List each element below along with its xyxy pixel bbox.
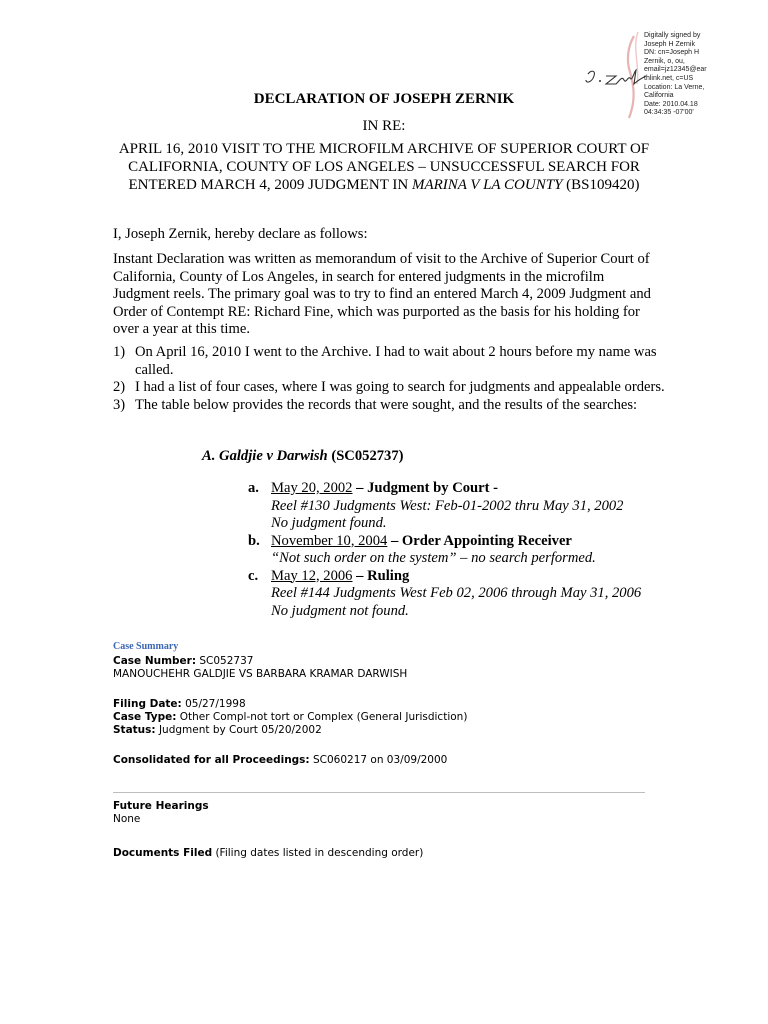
documents-filed-label: Documents Filed bbox=[113, 847, 213, 859]
list-text: On April 16, 2010 I went to the Archive. I had to wait about 2 hours before my name was called. bbox=[135, 344, 657, 378]
signature-line: Joseph H Zernik bbox=[644, 40, 695, 48]
list-text: The table below provides the records that were sought, and the results of the searches: bbox=[135, 396, 638, 413]
document-title: DECLARATION OF JOSEPH ZERNIK bbox=[253, 91, 515, 107]
in-re-label: IN RE: bbox=[362, 118, 406, 134]
future-hearings-label: Future Hearings bbox=[113, 800, 209, 812]
filing-date-row bbox=[113, 698, 467, 711]
signature-line: Location: La Verne, bbox=[644, 83, 705, 91]
list-item bbox=[113, 397, 673, 415]
case-summary-title: Case Summary bbox=[113, 641, 179, 652]
record-header bbox=[271, 533, 708, 551]
record-item bbox=[248, 480, 708, 533]
future-hearings-section bbox=[113, 800, 209, 826]
subject-text: ENTERED MARCH 4, 2009 JUDGMENT IN bbox=[128, 177, 412, 193]
list-item bbox=[113, 379, 673, 397]
case-summary-details bbox=[113, 698, 467, 736]
case-number-row bbox=[113, 655, 407, 668]
digital-signature bbox=[582, 26, 768, 126]
list-item bbox=[113, 344, 673, 379]
subject-line: APRIL 16, 2010 VISIT TO THE MICROFILM ARCHIVE OF SUPERIOR COURT OF bbox=[118, 141, 650, 157]
case-heading bbox=[202, 448, 404, 465]
documents-filed-row bbox=[113, 847, 423, 860]
list-number: 2) bbox=[113, 379, 126, 395]
list-number: 3) bbox=[113, 396, 126, 413]
case-parties: MANOUCHEHR GALDJIE VS BARBARA KRAMAR DARWISH bbox=[113, 667, 408, 680]
record-letter: a. bbox=[248, 480, 259, 496]
record-date: May 12, 2006 bbox=[271, 567, 353, 584]
status-label: Status: bbox=[113, 723, 156, 736]
record-reel: Reel #144 Judgments West Feb 02, 2006 through May 31, 2006 bbox=[271, 585, 642, 601]
record-item bbox=[248, 533, 708, 568]
case-type-value: Other Compl-not tort or Complex (General Jurisdiction) bbox=[176, 710, 468, 723]
case-number-label: Case Number: bbox=[113, 655, 197, 667]
documents-filed-note: (Filing dates listed in descending order) bbox=[212, 847, 424, 859]
case-records-list bbox=[248, 480, 708, 620]
signature-line: Digitally signed by bbox=[644, 32, 701, 39]
case-heading-number: (SC052737) bbox=[327, 448, 404, 464]
filing-date-value: 05/27/1998 bbox=[181, 698, 246, 710]
case-type-label: Case Type: bbox=[113, 710, 177, 723]
case-type-row bbox=[113, 711, 467, 724]
record-header bbox=[271, 480, 708, 498]
memorandum-paragraph: Instant Declaration was written as memorandum of visit to the Archive of Superior Court of California, County of Los Angeles, in search for entered judgments in the microfilm Judgment reels. The primary goal was to try to find an entered March 4, 2009 Judgment and Order of Contempt RE: Richard Fine, which was purported as the basis for his holding for over a year at this time. bbox=[113, 251, 651, 337]
subject-text: (BS109420) bbox=[562, 177, 640, 193]
case-number-value: SC052737 bbox=[196, 655, 254, 667]
signature-line: thlink.net, c=US bbox=[644, 74, 694, 82]
subject-line: CALIFORNIA, COUNTY OF LOS ANGELES – UNSUCCESSFUL SEARCH FOR bbox=[128, 159, 640, 175]
case-summary-identity bbox=[113, 655, 407, 681]
record-date: November 10, 2004 bbox=[271, 532, 388, 549]
signature-line: DN: cn=Joseph H bbox=[644, 49, 700, 57]
signature-mark-icon bbox=[582, 26, 648, 126]
record-title: – Order Appointing Receiver bbox=[387, 532, 572, 549]
signature-line: Date: 2010.04.18 bbox=[644, 100, 698, 108]
record-reel: Reel #130 Judgments West: Feb-01-2002 thru May 31, 2002 bbox=[271, 497, 624, 514]
record-date: May 20, 2002 bbox=[271, 480, 353, 496]
record-header bbox=[271, 568, 708, 586]
future-hearings-value: None bbox=[113, 812, 141, 825]
filing-date-label: Filing Date: bbox=[113, 698, 182, 710]
record-title: – Ruling bbox=[352, 567, 410, 584]
list-number: 1) bbox=[113, 344, 126, 360]
signature-line: email=jz12345@ear bbox=[644, 66, 707, 74]
record-letter: c. bbox=[248, 567, 259, 584]
case-name-italic: MARINA V LA COUNTY bbox=[411, 177, 563, 193]
consolidated-label: Consolidated for all Proceedings: bbox=[113, 754, 310, 766]
divider bbox=[113, 792, 645, 793]
record-result: No judgment found. bbox=[271, 515, 387, 531]
numbered-list bbox=[113, 344, 673, 414]
status-value: Judgment by Court 05/20/2002 bbox=[155, 723, 322, 736]
status-row bbox=[113, 724, 467, 737]
record-letter: b. bbox=[248, 532, 260, 549]
record-result: No judgment not found. bbox=[271, 602, 409, 619]
record-title: – Judgment by Court - bbox=[352, 480, 499, 496]
signature-line: Zernik, o, ou, bbox=[644, 57, 685, 65]
signature-line: California bbox=[644, 92, 674, 100]
consolidated-value: SC060217 on 03/09/2000 bbox=[309, 754, 448, 766]
declaration-subject bbox=[90, 140, 678, 194]
record-result: “Not such order on the system” – no search performed. bbox=[271, 550, 596, 566]
list-text: I had a list of four cases, where I was going to search for judgments and appealable orders. bbox=[135, 379, 665, 395]
subject-line bbox=[90, 176, 678, 194]
record-item bbox=[248, 568, 708, 621]
signature-line: 04:34:35 -07'00' bbox=[644, 109, 694, 117]
intro-statement: I, Joseph Zernik, hereby declare as follows: bbox=[113, 226, 368, 242]
consolidated-row bbox=[113, 754, 447, 767]
case-heading-name: A. Galdjie v Darwish bbox=[202, 448, 328, 464]
